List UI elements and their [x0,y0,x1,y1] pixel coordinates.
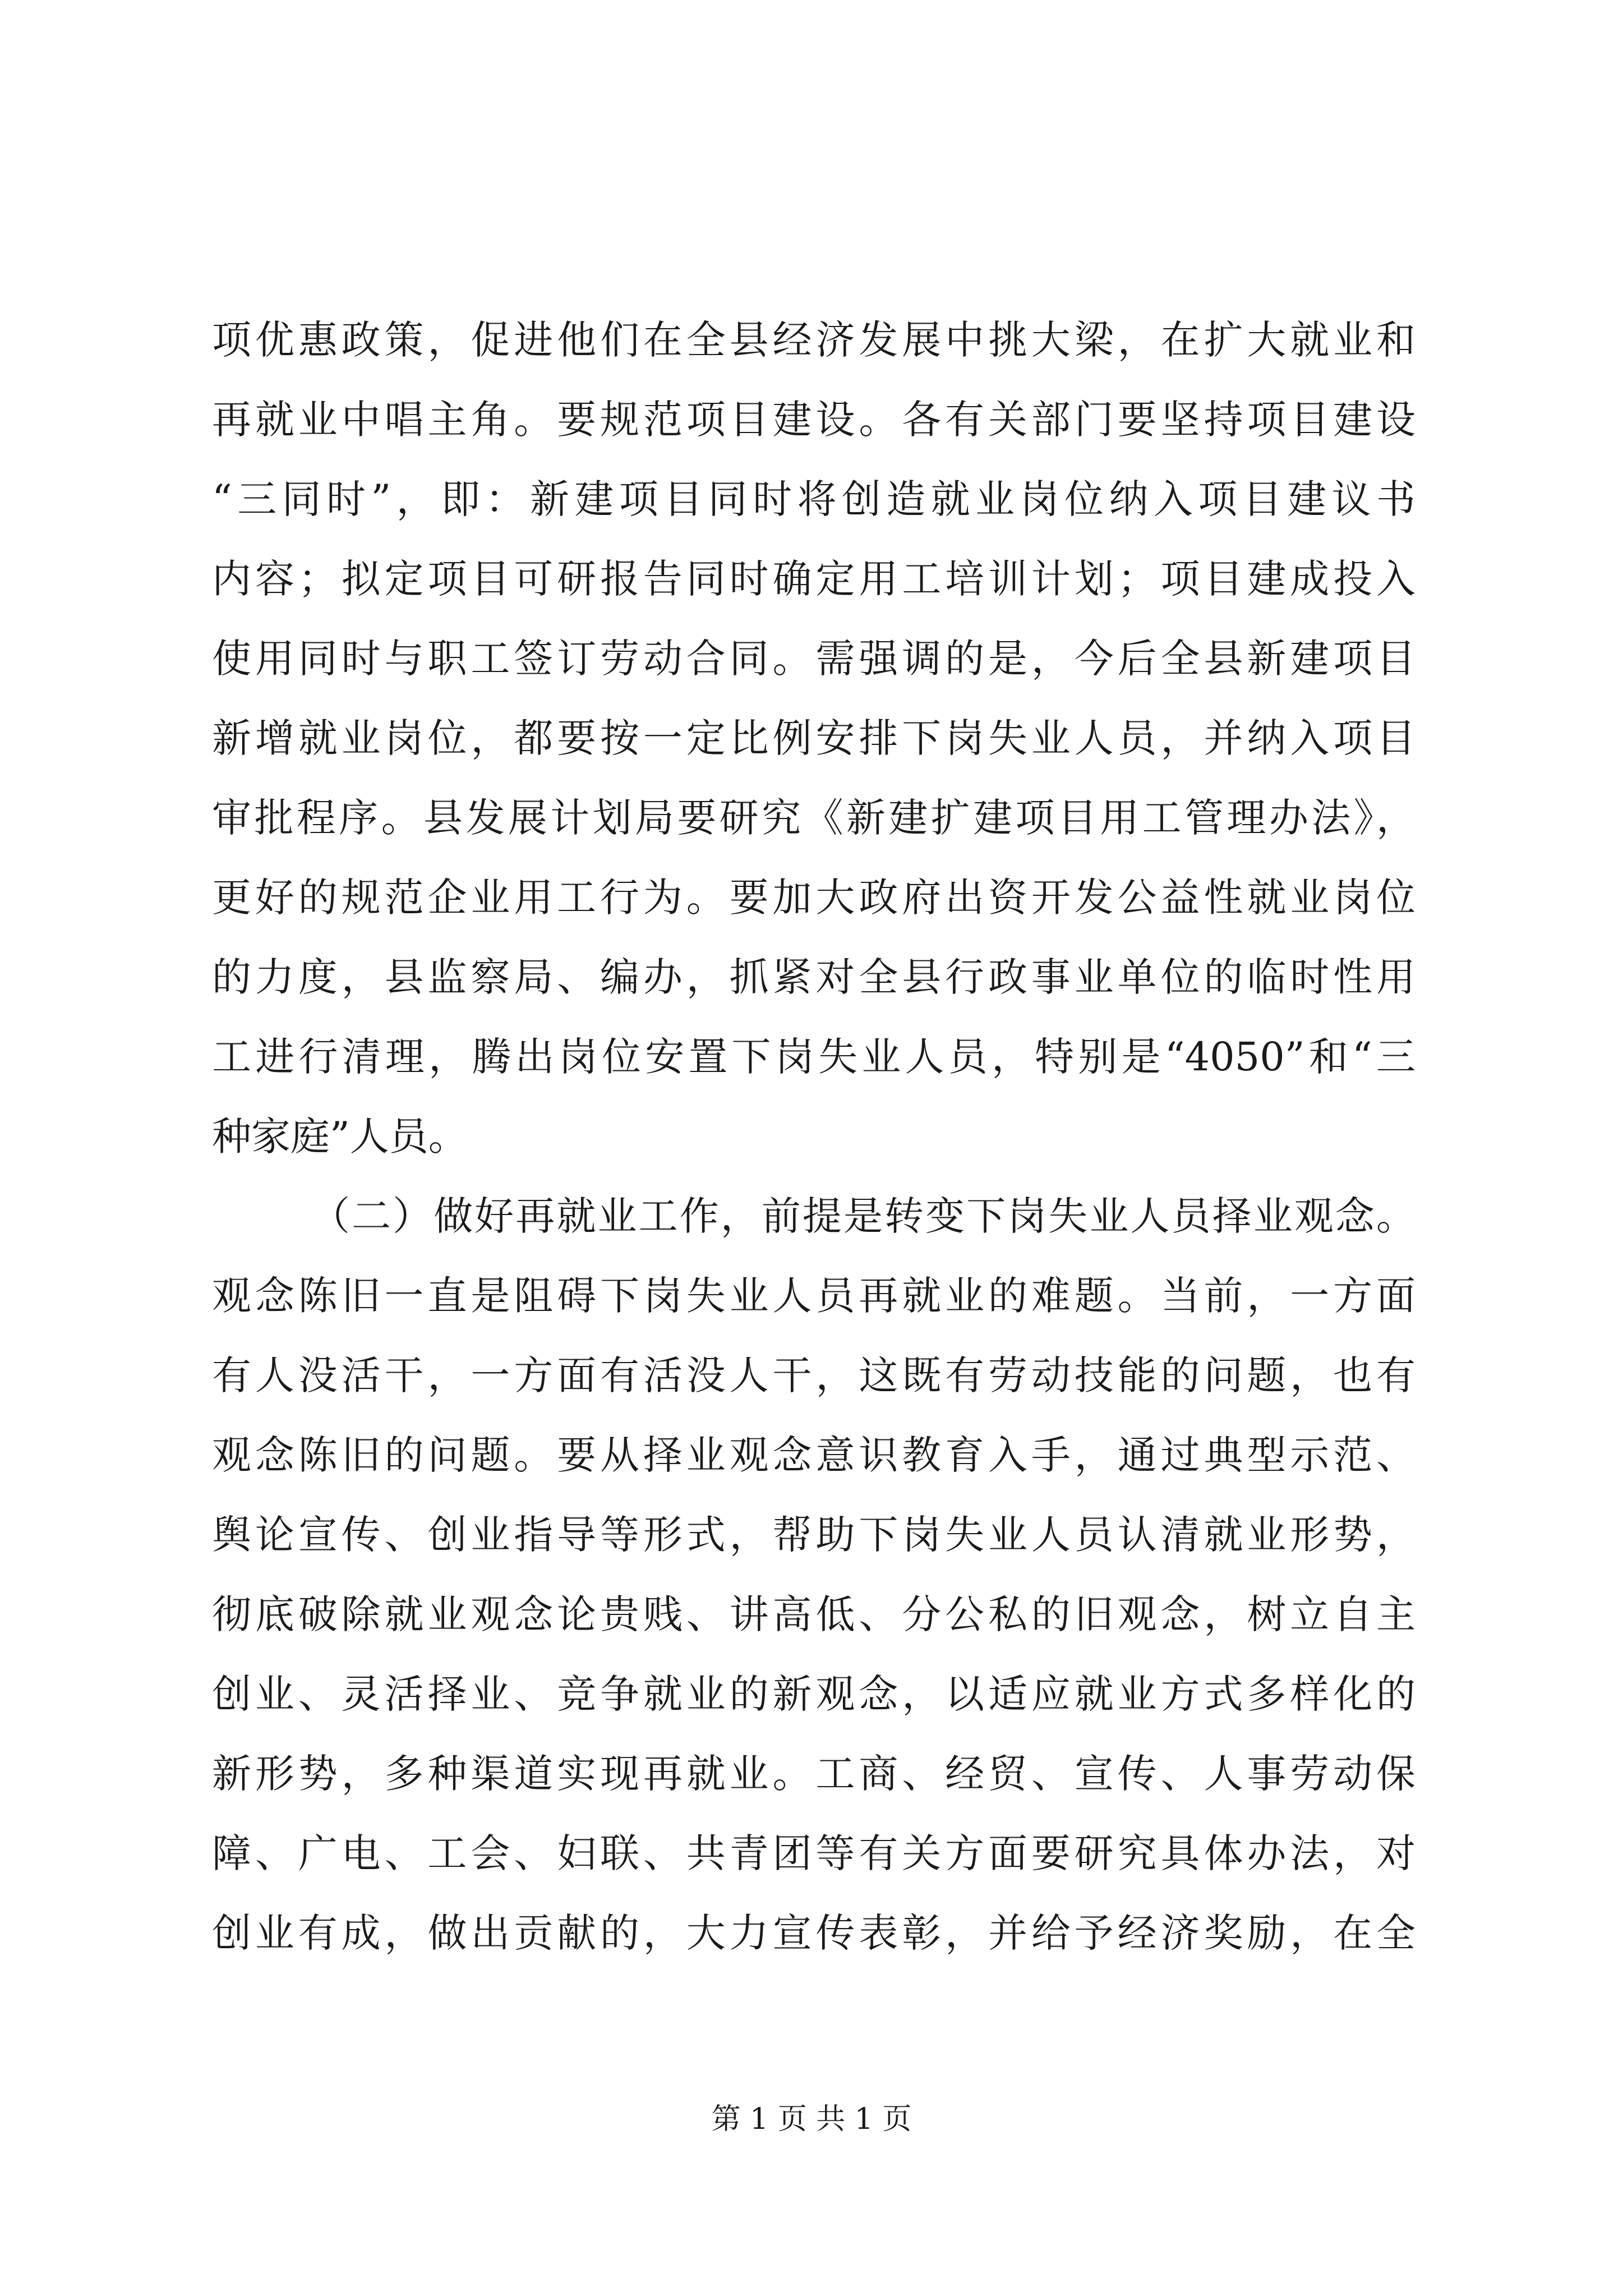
page-number: 第 1 页 共 1 页 [711,2102,912,2136]
text-line: 观念陈旧一直是阻碍下岗失业人员再就业的难题。当前，一方面 [212,1273,1415,1319]
text-line: 舆论宣传、创业指导等形式，帮助下岗失业人员认清就业形势， [212,1512,1415,1558]
text-line: 障、广电、工会、妇联、共青团等有关方面要研究具体办法，对 [212,1830,1415,1876]
text-line: 项优惠政策，促进他们在全县经济发展中挑大梁，在扩大就业和 [212,317,1415,363]
text-line: 内容；拟定项目可研报告同时确定用工培训计划；项目建成投入 [212,556,1415,602]
text-line: 更好的规范企业用工行为。要加大政府出资开发公益性就业岗位 [212,875,1415,921]
text-line: 有人没活干，一方面有活没人干，这既有劳动技能的问题，也有 [212,1352,1415,1398]
text-line: 再就业中唱主角。要规范项目建设。各有关部门要坚持项目建设 [212,397,1415,443]
text-line: 观念陈旧的问题。要从择业观念意识教育入手，通过典型示范、 [212,1432,1415,1478]
text-line: 工进行清理，腾出岗位安置下岗失业人员，特别是“4050”和“三 [212,1034,1415,1080]
text-line: 种家庭”人员。 [212,1114,468,1159]
text-line: 使用同时与职工签订劳动合同。需强调的是，今后全县新建项目 [212,636,1415,682]
text-line: 彻底破除就业观念论贵贱、讲高低、分公私的旧观念，树立自主 [212,1591,1415,1637]
page-footer [0,2097,1623,2142]
text-line: “三同时”，即：新建项目同时将创造就业岗位纳入项目建议书 [212,476,1415,522]
text-line: 新形势，多种渠道实现再就业。工商、经贸、宣传、人事劳动保 [212,1751,1415,1797]
text-line: 创业、灵活择业、竞争就业的新观念，以适应就业方式多样化的 [212,1671,1415,1717]
text-line: 创业有成，做出贡献的，大力宣传表彰，并给予经济奖励，在全 [212,1910,1415,1956]
text-line: 新增就业岗位，都要按一定比例安排下岗失业人员，并纳入项目 [212,715,1415,761]
text-line: 审批程序。县发展计划局要研究《新建扩建项目用工管理办法》， [212,795,1415,841]
section-heading-line: （二）做好再就业工作，前提是转变下岗失业人员择业观念。 [311,1193,1415,1239]
body-text [212,300,1415,1973]
text-line: 的力度，县监察局、编办，抓紧对全县行政事业单位的临时性用 [212,954,1415,1000]
